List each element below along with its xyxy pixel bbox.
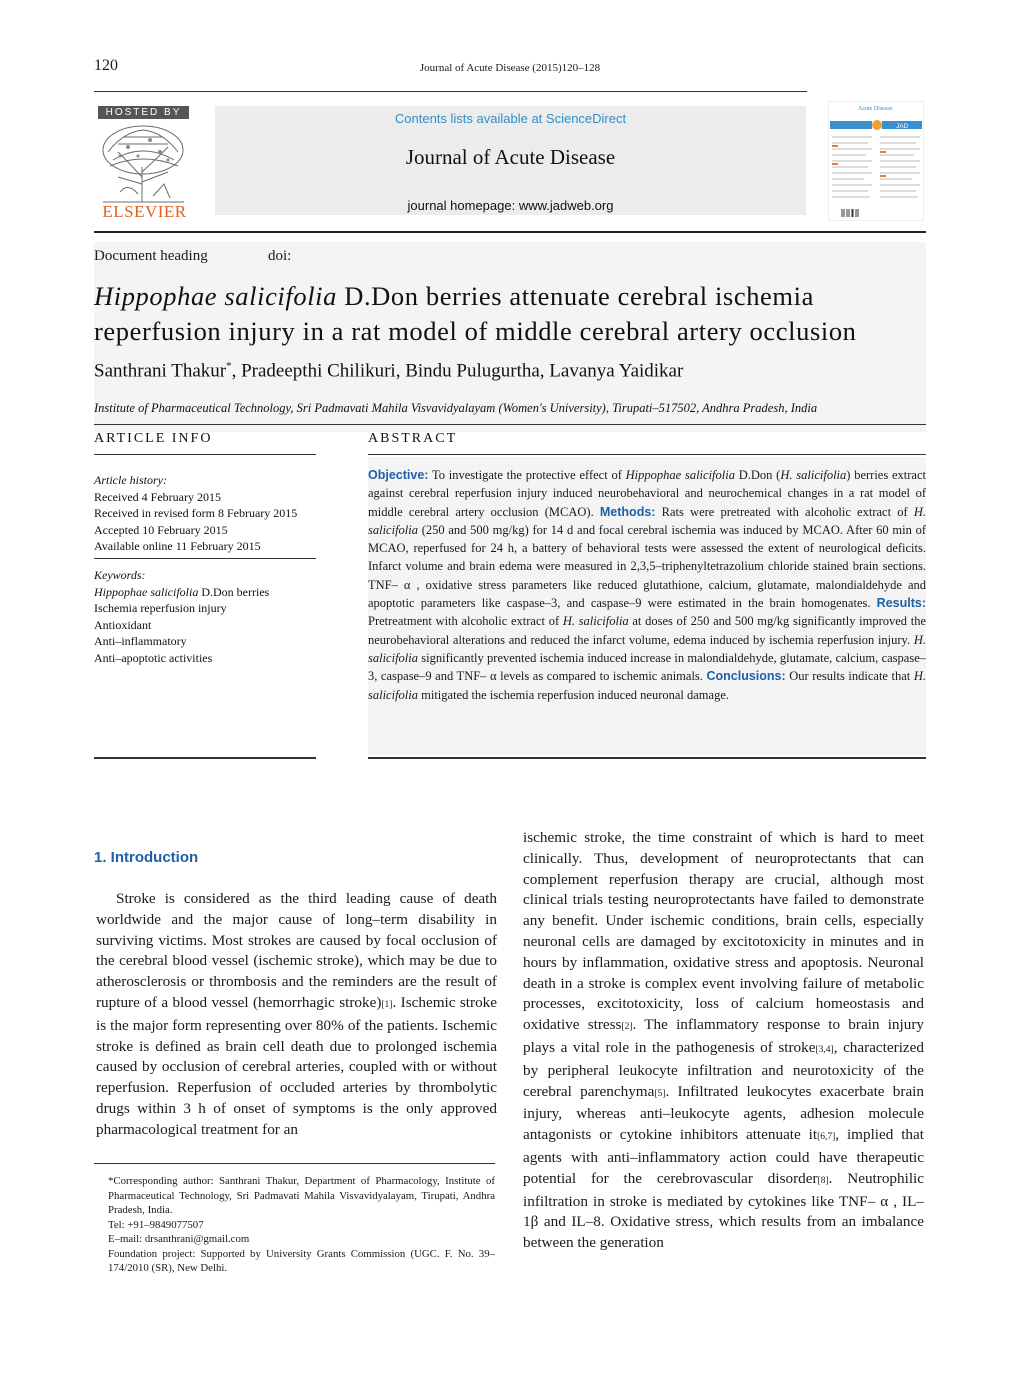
objective-label: Objective:	[368, 468, 429, 482]
species-name: Hippophae salicifolia	[625, 468, 735, 482]
body-text: ischemic stroke, the time constraint of which is hard to meet clinically. Thus, development of neuroprotectants that can complement reperfusion therapy are crucial, although most clinical trials testing neuroprotectants have failed to demonstrate any benefit. Under ischemic conditions, brain cells, especially neuronal cells are damaged by excitotoxicity in minutes and in hours by inflammation, oxidative stress and apoptosis. Neuronal death in a stroke is complex event involving failure of metabolic processes, excitotoxicity, loss of calcium homeostasis and oxidative stress	[523, 829, 924, 1034]
page-number: 120	[94, 57, 118, 74]
corresponding-mark: *	[226, 360, 232, 372]
elsevier-wordmark: ELSEVIER	[102, 202, 187, 221]
title-line-1	[94, 279, 926, 314]
keyword-species: Hippophae salicifolia	[94, 584, 199, 599]
history-accepted: Accepted 10 February 2015	[94, 522, 228, 537]
species-name: H. salicifolia	[368, 669, 926, 702]
abstract-span: at doses of 250 and 500 mg/kg significantly improved the neurobehavioral alterations and reduced the infarct volume, edema induced by ischemia reperfusion injury.	[368, 614, 927, 647]
intro-left-column	[96, 889, 497, 1141]
title-rule	[94, 231, 926, 233]
citation-link[interactable]: [8]	[817, 1175, 829, 1186]
article-history	[94, 472, 316, 555]
body-text: , characterized by peripheral leukocyte infiltration and neurotoxicity of the cerebral parenchyma	[523, 1038, 924, 1100]
info-bottom-rule	[94, 757, 316, 759]
sciencedirect-link[interactable]: Contents lists available at ScienceDirect	[394, 111, 627, 126]
footnote-rule	[94, 1163, 495, 1164]
introduction-heading: 1. Introduction	[94, 849, 199, 866]
abstract-span: Rats were pretreated with alcoholic extract of	[655, 504, 914, 519]
species-name: H. salicifolia	[368, 504, 926, 537]
abstract-span: Pretreatment with alcoholic extract of	[368, 614, 563, 629]
title-line-1-rest: D.Don berries attenuate cerebral ischemia	[337, 281, 814, 311]
telephone: Tel: +91–9849077507	[108, 1218, 204, 1231]
journal-reference: Journal of Acute Disease (2015)120–128	[419, 62, 601, 74]
history-revised: Received in revised form 8 February 2015	[94, 506, 298, 521]
corresponding-author: Santhrani Thakur	[94, 360, 227, 382]
body-text: Stroke is considered as the third leading cause of death worldwide and the major cause of long–term disability in surviving victims. Most strokes are caused by focal occlusion of the cerebral blood vessel (ischemic stroke), which may be due to atherosclerosis or thrombosis and the reminders are the result of rupture of a blood vessel (hemorrhagic stroke)	[96, 890, 497, 1011]
body-text: . The inflammatory response to brain injury plays a vital role in the pathogenesis of stroke	[523, 1016, 924, 1056]
funding-note: Foundation project: Supported by University Grants Commission (UGC. F. No. 39–174/2010 (SR), New Delhi.	[108, 1247, 495, 1274]
history-label: Article history:	[94, 473, 167, 487]
article-title	[94, 279, 926, 349]
keyword: Ischemia reperfusion injury	[94, 601, 227, 616]
co-authors: , Pradeepthi Chilikuri, Bindu Pulugurtha, Lavanya Yaidikar	[231, 360, 684, 382]
keyword: Anti–inflammatory	[94, 634, 187, 649]
affiliation: Institute of Pharmaceutical Technology, Sri Padmavati Mahila Visvavidyalayam (Women's University), Tirupati–517502, Andhra Pradesh, India	[94, 401, 818, 415]
citation-link[interactable]: [1]	[381, 999, 393, 1010]
journal-cover-thumbnail	[828, 101, 924, 221]
abstract-span: significantly prevented ischemia induced increase in malondialdehyde, glutamate, calcium, caspase–3, caspase–9 and TNF– α levels as compared to ischemic animals.	[368, 650, 926, 684]
abstract-heading: ABSTRACT	[368, 431, 458, 446]
history-received: Received 4 February 2015	[94, 489, 221, 504]
keyword	[94, 584, 316, 601]
header-rule	[94, 91, 807, 92]
affiliation-rule	[94, 424, 926, 425]
journal-title: Journal of Acute Disease	[405, 145, 616, 169]
keyword-species-rest: D.Don berries	[198, 584, 270, 599]
abstract-span: mitigated the ischemia reperfusion induced neuronal damage.	[418, 687, 729, 702]
keyword: Anti–apoptotic activities	[94, 650, 213, 665]
keywords-label: Keywords:	[94, 568, 146, 582]
methods-label: Methods:	[599, 504, 656, 519]
title-line-2: reperfusion injury in a rat model of middle cerebral artery occlusion	[94, 316, 857, 346]
elsevier-logo	[98, 106, 191, 228]
results-label: Results:	[876, 596, 926, 611]
abstract-span: D.Don (	[734, 468, 781, 482]
hosted-by-label: HOSTED BY	[98, 106, 189, 119]
title-species: Hippophae salicifolia	[94, 281, 337, 311]
tree-icon	[98, 122, 189, 204]
abstract-span: (250 and 500 mg/kg) for 14 d and focal cerebral ischemia was induced by MCAO. After 60 min of MCAO, reperfused for 24 h, a battery of behavioral tests were assessed the extent of neurological deficits. Infarct volume and brain edema were measured in 2,3,5–triphenyltetrazolium chloride stained brain sections. TNF– α , oxidative stress parameters like reduced glutathione, calcium, glutamate, malondialdehyde and apoptotic parameters like caspase–3, and caspase–9 were estimated in the brain homogenates.	[368, 522, 926, 611]
abstract-span: ) berries extract against cerebral reperfusion injury induced neurobehavioral and neurochemical changes in a rat model of middle cerebral artery occlusion (MCAO).	[368, 468, 926, 519]
citation-link[interactable]: [3,4]	[815, 1044, 834, 1055]
footnote	[94, 1174, 495, 1276]
abstract-text	[368, 466, 926, 704]
document-heading: Document heading	[94, 248, 208, 264]
citation-link[interactable]: [5]	[654, 1088, 666, 1099]
species-name: H. salicifolia	[368, 632, 926, 665]
journal-homepage-link[interactable]: journal homepage: www.jadweb.org	[407, 198, 614, 213]
email[interactable]: E–mail: drsanthrani@gmail.com	[108, 1233, 250, 1245]
citation-link[interactable]: [2]	[621, 1022, 633, 1033]
article-info-heading: ARTICLE INFO	[94, 431, 213, 446]
cover-label: Acute Disease	[858, 106, 893, 112]
history-online: Available online 11 February 2015	[94, 539, 261, 554]
body-text: , implied that agents with anti–inflammatory action could have therapeutic potential for the cerebrovascular disorder	[523, 1126, 924, 1187]
keyword: Antioxidant	[94, 617, 152, 632]
keywords	[94, 567, 316, 667]
cover-badge: JAD	[896, 123, 909, 130]
keywords-rule	[94, 558, 316, 559]
abstract-span: To investigate the protective effect of	[428, 468, 626, 482]
abstract-rule	[368, 454, 926, 455]
article-info-rule	[94, 454, 316, 455]
doi-label: doi:	[268, 248, 292, 264]
corresponding-author-note: *Corresponding author: Santhrani Thakur, Department of Pharmacology, Institute of Pharmaceutical Technology, Sri Padmavati Mahila Visvavidyalayam, Tirupati, Andhra Pradesh, India.	[108, 1175, 495, 1216]
body-text: . Neutrophilic infiltration in stroke is mediated by cytokines like TNF– α , IL–1β and IL–8. Oxidative stress, which results from an imbalance between the generation	[523, 1169, 924, 1252]
body-text: . Ischemic stroke is the major form representing over 80% of the patients. Ischemic stroke is defined as brain cell death due to prolonged ischemia caused by occlusion of cerebral arteries, coupled with or without reperfusion. Reperfusion of occluded arteries by thrombolytic drugs within 3 h of onset of symptoms is the only approved pharmacological treatment for an	[96, 993, 497, 1138]
species-name: H. salicifolia	[562, 614, 629, 629]
abstract-bottom-rule	[368, 757, 926, 759]
intro-right-column	[523, 828, 924, 1254]
abstract-span: Our results indicate that	[785, 669, 914, 684]
author-list	[94, 360, 683, 382]
conclusions-label: Conclusions:	[706, 669, 786, 684]
citation-link[interactable]: [6,7]	[817, 1132, 836, 1143]
species-name: H. salicifolia	[780, 468, 847, 482]
body-text: . Infiltrated leukocytes exacerbate brain injury, whereas anti–leukocyte agents, adhesion molecule antagonists or cytokine inhibitors attenuate it	[523, 1082, 924, 1144]
